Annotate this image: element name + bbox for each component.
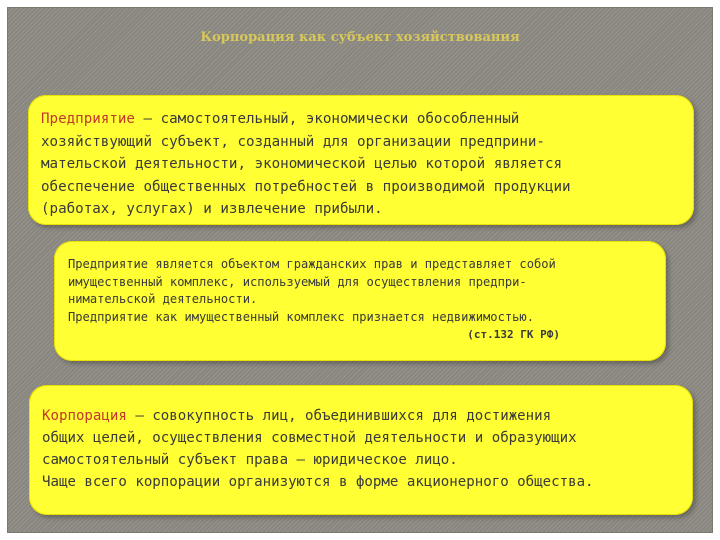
term-corporation: Корпорация (42, 408, 127, 424)
definition-line: Чаще всего корпорации организуются в форме акционерного общества. (42, 474, 594, 490)
definition-first-line (42, 405, 679, 427)
legal-reference: (ст.132 ГК РФ) (467, 328, 560, 341)
definition-line: мательской деятельности, экономической целью которой является (41, 156, 563, 172)
definition-line: общих целей, осуществления совместной деятельности и образующих (42, 430, 577, 446)
slide (7, 7, 713, 533)
definition-first-line (41, 108, 680, 131)
info-line: Предприятие является объектом гражданских прав и представляет собой (68, 257, 556, 271)
definition-text: – совокупность лиц, объединившихся для достижения (126, 408, 552, 424)
info-line: имущественный комплекс, используемый для осуществления предпри- (68, 274, 527, 289)
definition-line: хозяйствующий субъект, созданный для организации предприни- (41, 133, 545, 150)
info-box-property-complex (54, 241, 666, 361)
definition-box-enterprise (28, 95, 694, 225)
info-line: нимательской деятельности. (68, 292, 258, 306)
definition-line: (работах, услугах) и извлечение прибыли. (41, 201, 383, 217)
slide-title: Корпорация как субъект хозяйствования (200, 30, 520, 45)
info-line: Предприятие как имущественный комплекс признается недвижимостью. (68, 309, 534, 324)
definition-line: обеспечение общественных потребностей в производимой продукции (41, 178, 571, 195)
definition-box-corporation (29, 385, 693, 515)
definition-line: самостоятельный субъект права – юридическое лицо. (42, 452, 458, 468)
term-enterprise: Предприятие (41, 111, 135, 127)
definition-text: – самостоятельный, экономически обособленный (134, 111, 520, 127)
